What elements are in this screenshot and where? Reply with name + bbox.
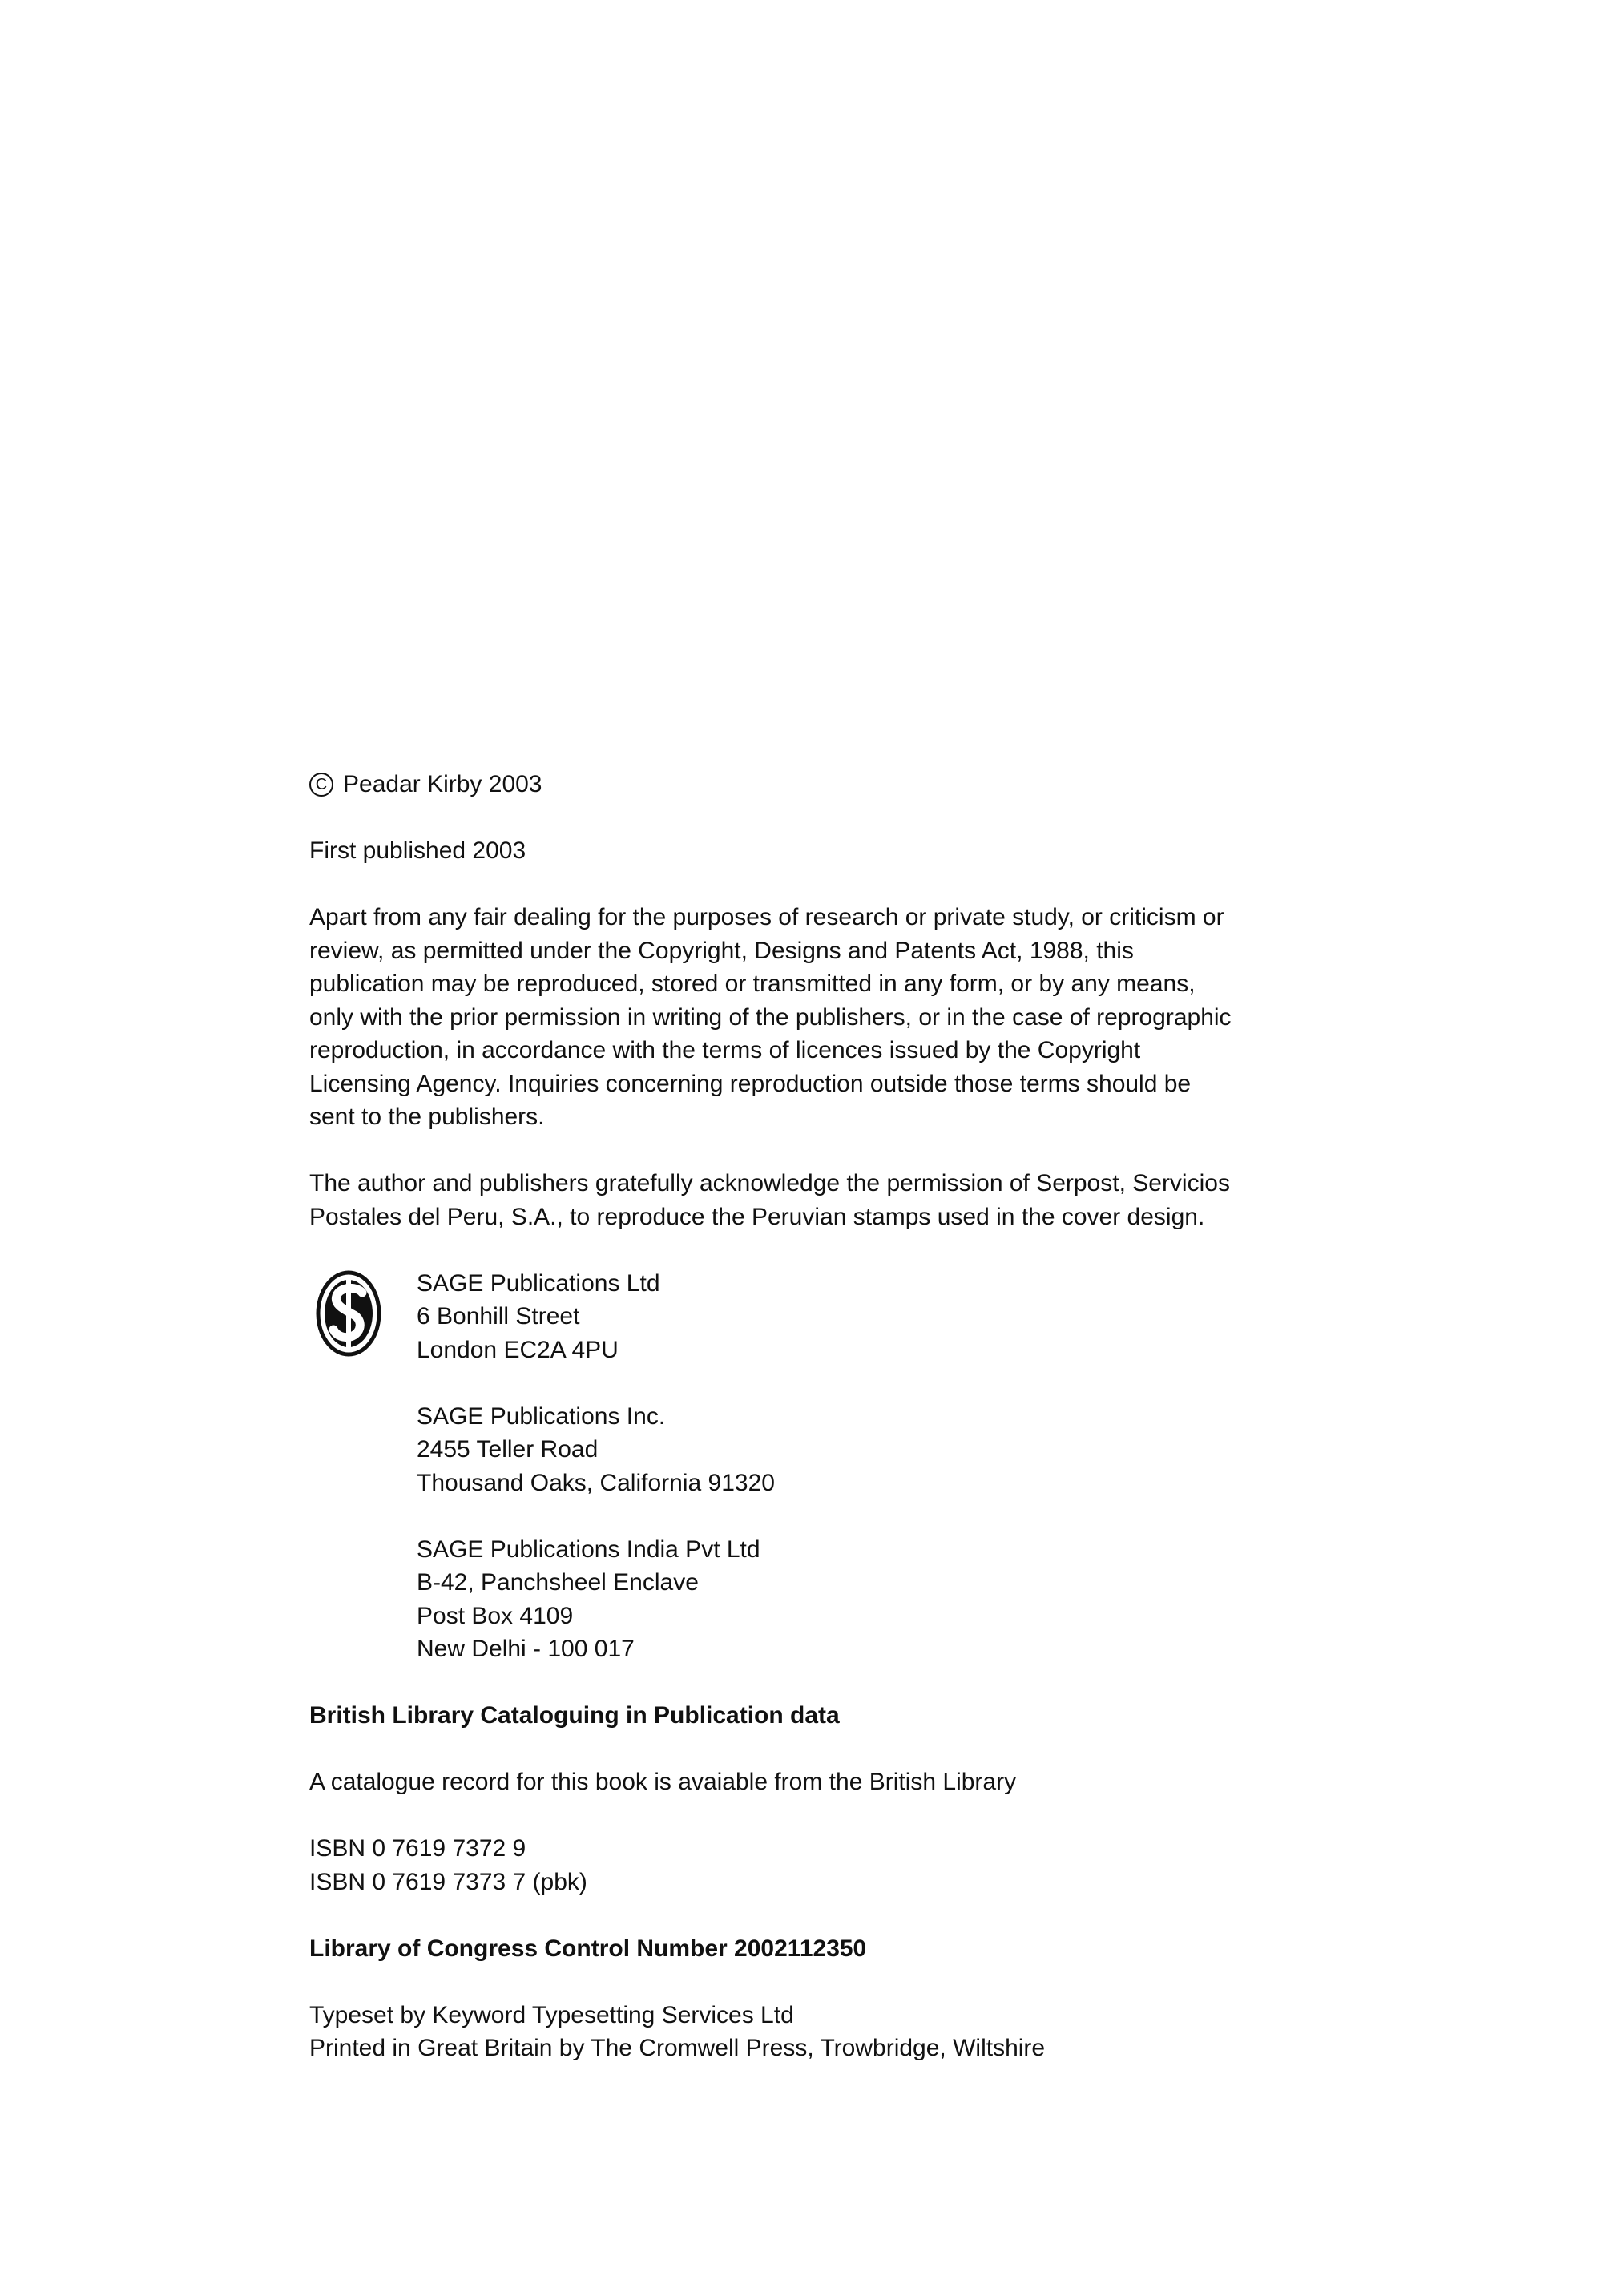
spacer (309, 1965, 1303, 1999)
address-line: 2455 Teller Road (417, 1436, 599, 1463)
british-library-text: A catalogue record for this book is avaiable from the British Library (309, 1769, 1017, 1795)
isbn-block (309, 1832, 1303, 1899)
spacer (309, 1233, 1303, 1267)
address-line: London EC2A 4PU (417, 1336, 619, 1363)
publisher-us-address (417, 1400, 1303, 1500)
spacer (309, 1899, 1303, 1932)
spacer (417, 1366, 1303, 1400)
spacer (309, 1733, 1303, 1766)
rights-paragraph (309, 901, 1303, 1134)
address-line: Post Box 4109 (417, 1602, 574, 1629)
copyright-symbol-icon: C (309, 773, 333, 797)
first-published: First published 2003 (309, 837, 526, 864)
address-line: SAGE Publications India Pvt Ltd (417, 1535, 760, 1563)
address-line: SAGE Publications Inc. (417, 1402, 666, 1430)
isbn-hardback: ISBN 0 7619 7372 9 (309, 1835, 526, 1862)
rights-line: publication may be reproduced, stored or transmitted in any form, or by any means, (309, 970, 1196, 997)
spacer (309, 868, 1303, 902)
spacer (309, 1666, 1303, 1700)
address-line: 6 Bonhill Street (417, 1303, 580, 1330)
address-line: New Delhi - 100 017 (417, 1636, 635, 1662)
address-line: B-42, Panchsheel Enclave (417, 1569, 699, 1596)
rights-line: sent to the publishers. (309, 1104, 545, 1130)
printer-credit: Printed in Great Britain by The Cromwell Press, Trowbridge, Wiltshire (309, 2035, 1046, 2061)
copyright-text: Peadar Kirby 2003 (343, 771, 542, 797)
copyright-notice (309, 768, 1303, 801)
sage-logo-icon (316, 1270, 381, 1357)
isbn-paperback: ISBN 0 7619 7373 7 (pbk) (309, 1868, 587, 1895)
rights-line: Apart from any fair dealing for the purposes of research or private study, or criticism or (309, 904, 1224, 930)
imprint-content (309, 768, 1303, 2065)
rights-line: Licensing Agency. Inquiries concerning reproduction outside those terms should be (309, 1070, 1192, 1097)
library-of-congress-number: Library of Congress Control Number 2002112350 (309, 1935, 867, 1962)
address-line: Thousand Oaks, California 91320 (417, 1469, 775, 1496)
publisher-india-address (417, 1533, 1303, 1666)
acknowledgement-line: The author and publishers gratefully acknowledge the permission of Serpost, Servicios (309, 1170, 1230, 1196)
spacer (309, 1134, 1303, 1168)
spacer (309, 801, 1303, 835)
spacer (417, 1499, 1303, 1533)
publisher-uk-address (417, 1267, 1303, 1367)
address-line: SAGE Publications Ltd (417, 1269, 660, 1297)
publishers-block (309, 1267, 1303, 1666)
acknowledgement-line: Postales del Peru, S.A., to reproduce the Peruvian stamps used in the cover design. (309, 1203, 1205, 1230)
rights-line: only with the prior permission in writing of the publishers, or in the case of reprographic (309, 1003, 1232, 1031)
british-library-heading: British Library Cataloguing in Publication data (309, 1702, 840, 1729)
printing-block (309, 1999, 1303, 2065)
rights-line: reproduction, in accordance with the terms of licences issued by the Copyright (309, 1037, 1141, 1063)
rights-line: review, as permitted under the Copyright, Designs and Patents Act, 1988, this (309, 937, 1134, 964)
typeset-credit: Typeset by Keyword Typesetting Services Ltd (309, 2001, 794, 2028)
spacer (309, 1799, 1303, 1833)
acknowledgement-paragraph (309, 1167, 1303, 1233)
